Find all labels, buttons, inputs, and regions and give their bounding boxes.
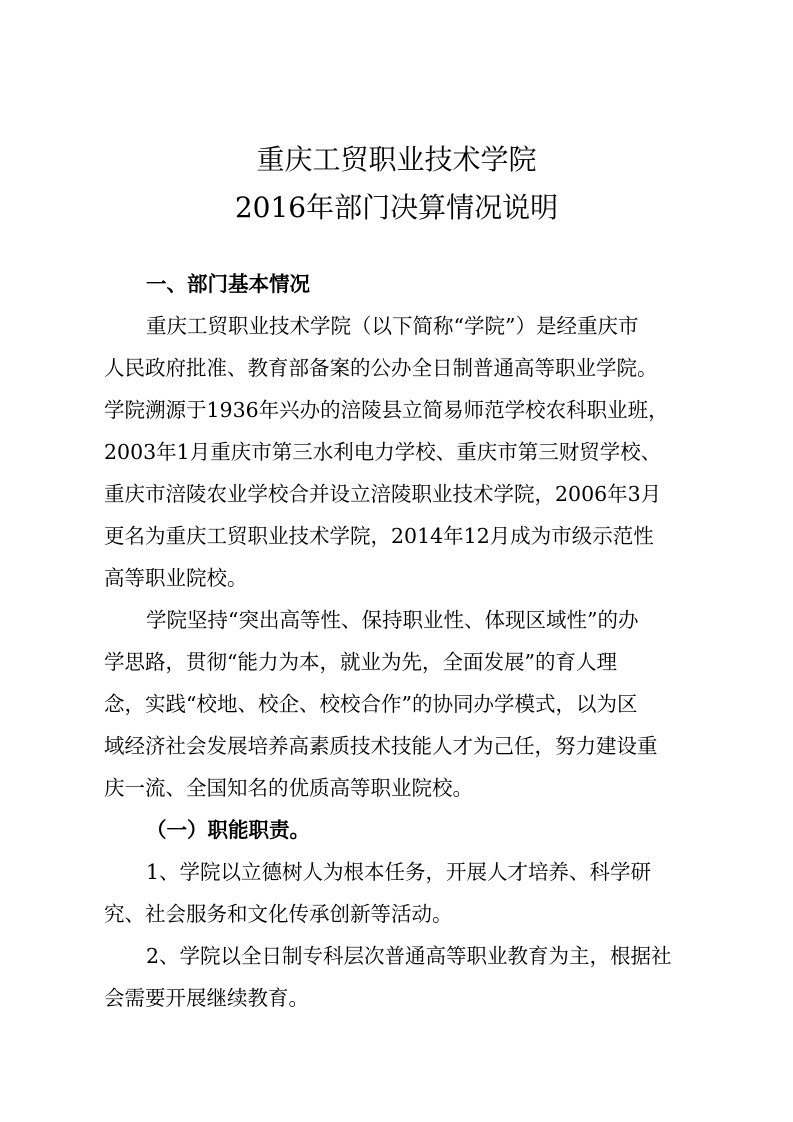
section-heading: 一、部门基本情况 <box>146 272 310 296</box>
document-title-line-1: 重庆工贸职业技术学院 <box>256 143 537 176</box>
paragraph-line: 2003年1月重庆市第三水利电力学校、重庆市第三财贸学校、 <box>104 440 662 464</box>
paragraph-line: 学院坚持“突出高等性、保持职业性、体现区域性”的办 <box>146 608 639 632</box>
paragraph-line: 2、学院以全日制专科层次普通高等职业教育为主，根据社 <box>146 944 672 968</box>
paragraph-line: 念，实践“校地、校企、校校合作”的协同办学模式，以为区 <box>104 692 638 716</box>
paragraph-line: 会需要开展继续教育。 <box>104 986 309 1010</box>
paragraph-line: 学院溯源于1936年兴办的涪陵县立简易师范学校农科职业班， <box>104 398 669 422</box>
paragraph-line: 高等职业院校。 <box>104 566 248 590</box>
paragraph-line: 重庆工贸职业技术学院（以下简称“学院”）是经重庆市 <box>146 314 639 338</box>
paragraph-line: 学思路，贯彻“能力为本，就业为先，全面发展”的育人理 <box>104 650 617 674</box>
paragraph-line: 重庆市涪陵农业学校合并设立涪陵职业技术学院，2006年3月 <box>104 482 662 506</box>
subsection-heading: （一）职能职责。 <box>146 818 310 842</box>
paragraph-line: 1、学院以立德树人为根本任务，开展人才培养、科学研 <box>146 860 652 884</box>
document-title-line-2: 2016年部门决算情况说明 <box>234 191 559 224</box>
paragraph-line: 庆一流、全国知名的优质高等职业院校。 <box>104 776 473 800</box>
paragraph-line: 更名为重庆工贸职业技术学院，2014年12月成为市级示范性 <box>104 524 654 548</box>
paragraph-line: 人民政府批准、教育部备案的公办全日制普通高等职业学院。 <box>104 356 658 380</box>
paragraph-line: 域经济社会发展培养高素质技术技能人才为己任，努力建设重 <box>104 734 658 758</box>
paragraph-line: 究、社会服务和文化传承创新等活动。 <box>104 902 453 926</box>
